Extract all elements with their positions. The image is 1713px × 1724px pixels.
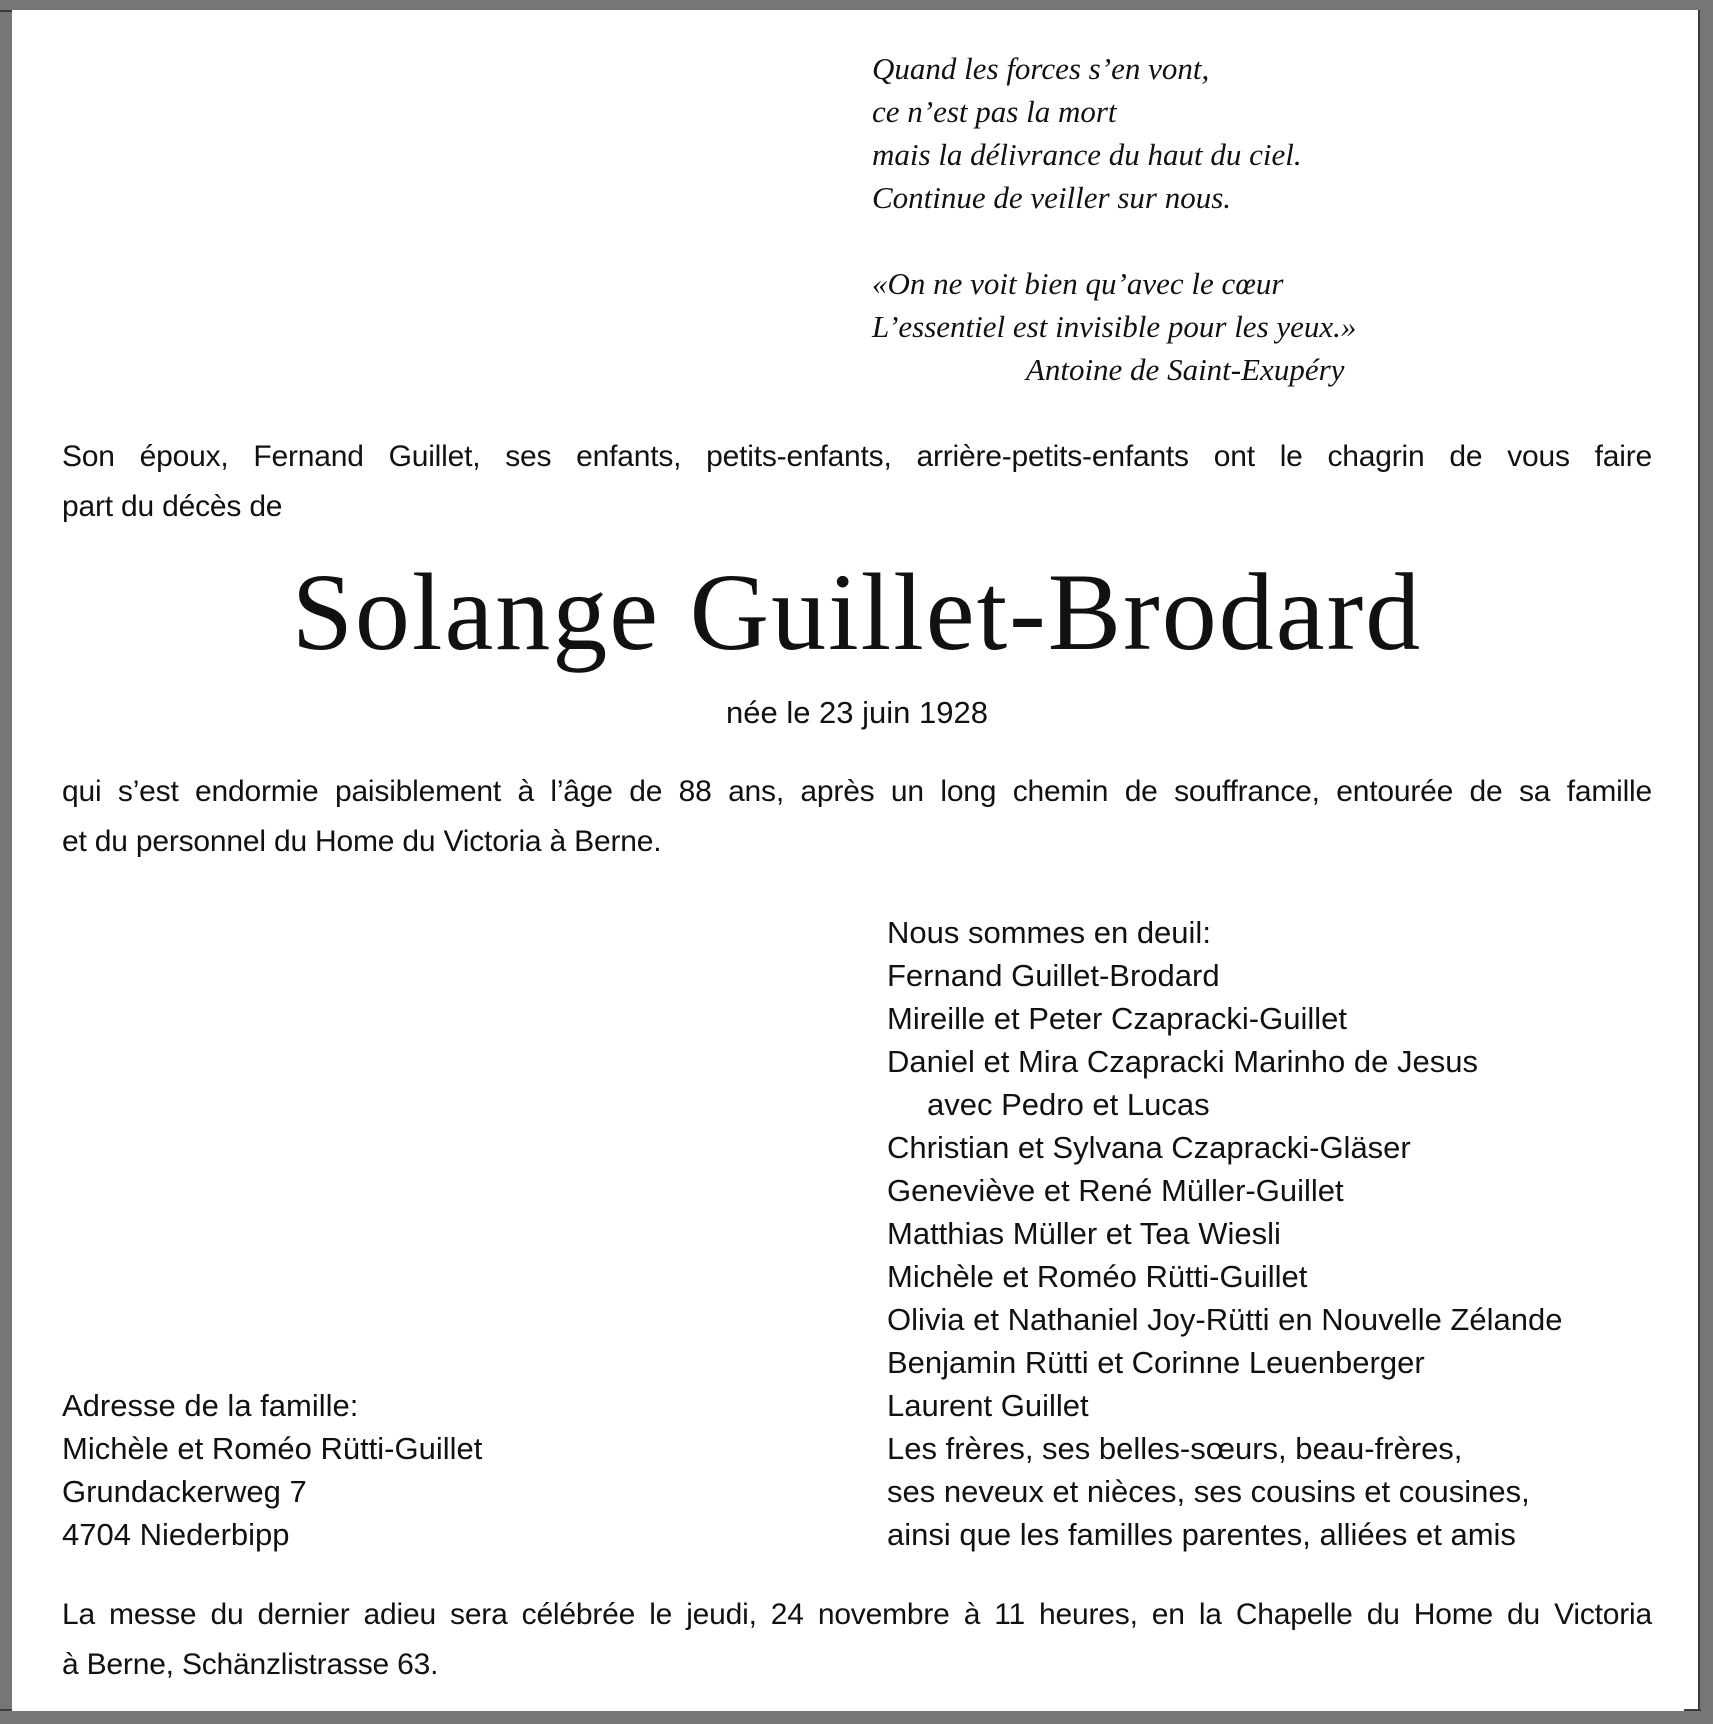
poem-line: Quand les forces s’en vont, bbox=[872, 51, 1210, 86]
mourners-list bbox=[887, 911, 1657, 1556]
memorial-poem bbox=[872, 47, 1356, 391]
mourner-line: Les frères, ses belles-sœurs, beau-frères, bbox=[887, 1431, 1463, 1466]
funeral-service-paragraph bbox=[62, 1590, 1652, 1690]
poem-line: ce n’est pas la mort bbox=[872, 94, 1117, 129]
mourner-line: avec Pedro et Lucas bbox=[927, 1087, 1210, 1122]
poem-blank-line bbox=[872, 219, 1356, 262]
mourner-line: ses neveux et nièces, ses cousins et cousines, bbox=[887, 1474, 1530, 1509]
mourner-line: Olivia et Nathaniel Joy-Rütti en Nouvelle Zélande bbox=[887, 1302, 1563, 1337]
passing-line: et du personnel du Home du Victoria à Berne. bbox=[62, 825, 662, 858]
quote-attribution: Antoine de Saint-Exupéry bbox=[1025, 352, 1345, 387]
announcement-line: Son époux, Fernand Guillet, ses enfants, petits-enfants, arrière-petits-enfants ont le chagrin de vous faire bbox=[62, 440, 1652, 473]
poem-line: Continue de veiller sur nous. bbox=[872, 180, 1232, 215]
mourner-line: Mireille et Peter Czapracki-Guillet bbox=[887, 1001, 1347, 1036]
announcement-paragraph bbox=[62, 432, 1652, 532]
passing-line: qui s’est endormie paisiblement à l’âge de 88 ans, après un long chemin de souffrance, entourée de sa famille bbox=[62, 775, 1652, 808]
quote-line: «On ne voit bien qu’avec le cœur bbox=[872, 266, 1284, 301]
mourner-line: Geneviève et René Müller-Guillet bbox=[887, 1173, 1344, 1208]
mourners-title: Nous sommes en deuil: bbox=[887, 915, 1211, 950]
address-line: Michèle et Roméo Rütti-Guillet bbox=[62, 1431, 483, 1466]
family-address-title: Adresse de la famille: bbox=[62, 1388, 359, 1423]
mourner-line: Matthias Müller et Tea Wiesli bbox=[887, 1216, 1281, 1251]
birth-date: née le 23 juin 1928 bbox=[725, 695, 988, 730]
service-line: La messe du dernier adieu sera célébrée le jeudi, 24 novembre à 11 heures, en la Chapelle du Home du Victoria bbox=[62, 1598, 1652, 1631]
address-line: 4704 Niederbipp bbox=[62, 1517, 290, 1552]
announcement-line: part du décès de bbox=[62, 490, 283, 523]
mourner-line: ainsi que les familles parentes, alliées et amis bbox=[887, 1517, 1516, 1552]
address-line: Grundackerweg 7 bbox=[62, 1474, 307, 1509]
quote-line: L’essentiel est invisible pour les yeux.» bbox=[872, 309, 1357, 344]
passing-paragraph bbox=[62, 767, 1652, 867]
family-address bbox=[62, 1384, 762, 1556]
frame-accent-bottom-left bbox=[0, 1709, 12, 1711]
mourner-line: Michèle et Roméo Rütti-Guillet bbox=[887, 1259, 1308, 1294]
mourner-line: Laurent Guillet bbox=[887, 1388, 1089, 1423]
mourner-line: Christian et Sylvana Czapracki-Gläser bbox=[887, 1130, 1411, 1165]
deceased-name: Solange Guillet-Brodard bbox=[291, 551, 1423, 673]
mourner-line: Benjamin Rütti et Corinne Leuenberger bbox=[887, 1345, 1425, 1380]
frame-accent-bottom-right bbox=[1684, 1709, 1701, 1711]
mourner-line: Daniel et Mira Czapracki Marinho de Jesus bbox=[887, 1044, 1478, 1079]
frame-accent-top-left bbox=[0, 10, 12, 12]
mourner-line: Fernand Guillet-Brodard bbox=[887, 958, 1220, 993]
service-line: à Berne, Schänzlistrasse 63. bbox=[62, 1648, 439, 1681]
poem-line: mais la délivrance du haut du ciel. bbox=[872, 137, 1302, 172]
